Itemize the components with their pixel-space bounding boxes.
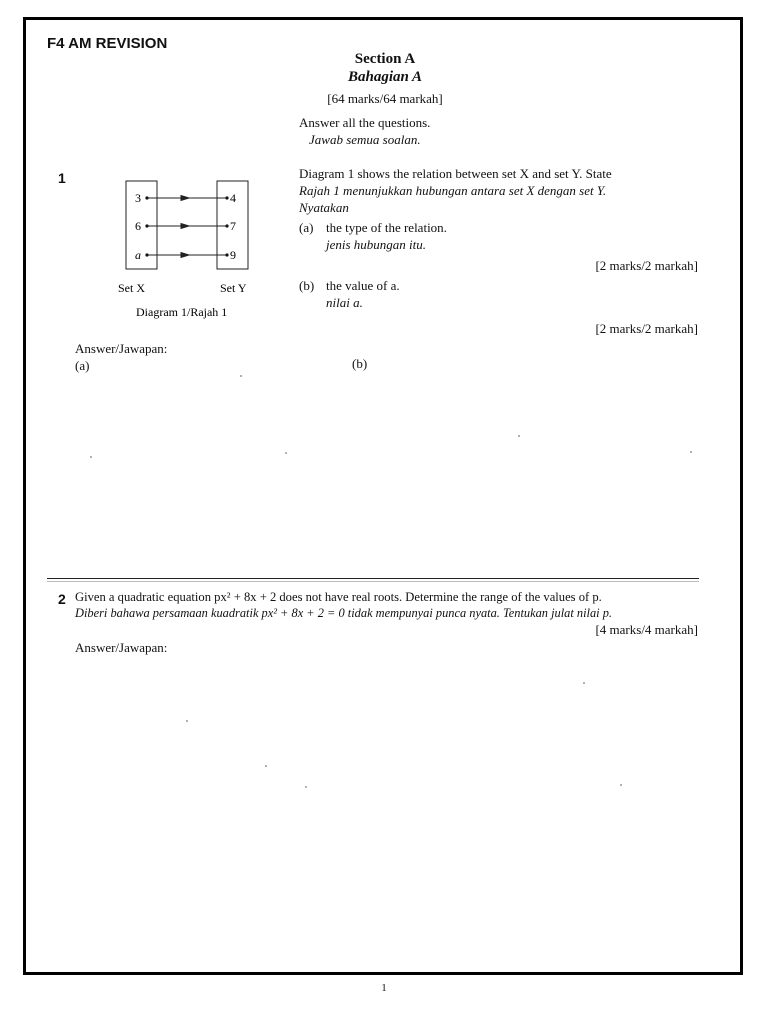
arrowhead-1 [181, 196, 189, 201]
set-x-box [126, 181, 157, 269]
scan-speck [620, 784, 622, 786]
question-1-stem-malay-2: Nyatakan [299, 200, 349, 215]
scan-speck [265, 765, 267, 767]
question-divider-shadow [47, 581, 699, 582]
question-1b-label: (b) [299, 278, 315, 293]
answer-1a-label: (a) [75, 358, 90, 373]
worksheet-header: F4 AM REVISION [47, 35, 168, 52]
set-y-label: Set Y [220, 281, 247, 295]
diagram-caption: Diagram 1/Rajah 1 [136, 305, 228, 319]
scan-speck [518, 435, 520, 437]
scan-speck [305, 786, 307, 788]
section-instruction-malay: Jawab semua soalan. [309, 132, 421, 147]
question-2-stem: Given a quadratic equation px² + 8x + 2 does not have real roots. Determine the range of the values of p. [75, 590, 602, 604]
question-divider [47, 578, 699, 579]
question-1-number: 1 [58, 170, 66, 186]
question-1b-text: the value of a. [326, 278, 400, 293]
question-1-stem-malay: Rajah 1 menunjukkan hubungan antara set X dengan set Y. [299, 183, 607, 198]
question-2-marks: [4 marks/4 markah] [595, 622, 698, 637]
set-x-label: Set X [118, 281, 145, 295]
question-1a-marks: [2 marks/2 markah] [595, 258, 698, 273]
question-2-stem-malay: Diberi bahawa persamaan kuadratik px² + 8x + 2 = 0 tidak mempunyai punca nyata. Tentukan julat nilai p. [75, 606, 612, 620]
question-1b-marks: [2 marks/2 markah] [595, 321, 698, 336]
page-number: 1 [381, 982, 387, 994]
scan-speck [690, 451, 692, 453]
scan-speck [186, 720, 188, 722]
question-1b-text-malay: nilai a. [326, 295, 363, 310]
section-instruction: Answer all the questions. [299, 115, 431, 130]
section-title: Section A [354, 51, 416, 67]
scan-speck [285, 452, 287, 454]
question-1a-text: the type of the relation. [326, 220, 447, 235]
page-border [23, 17, 743, 975]
set-x-element-2: 6 [135, 219, 141, 233]
answer-1b-label: (b) [352, 356, 368, 371]
set-x-element-1: 3 [135, 191, 141, 205]
question-1-stem: Diagram 1 shows the relation between set X and set Y. State [299, 166, 612, 181]
question-2-number: 2 [58, 591, 66, 607]
section-title-malay: Bahagian A [347, 69, 423, 85]
set-y-element-3: 9 [230, 248, 236, 262]
diagram-1-relation [105, 176, 265, 321]
question-1a-text-malay: jenis hubungan itu. [326, 237, 427, 252]
question-1a-label: (a) [299, 220, 314, 235]
arrowhead-3 [181, 253, 189, 258]
scan-speck [90, 456, 92, 458]
set-y-element-1: 4 [230, 191, 236, 205]
section-marks: [64 marks/64 markah] [327, 91, 443, 106]
question-2-answer-label: Answer/Jawapan: [75, 640, 168, 655]
scan-speck [240, 375, 242, 377]
scan-speck [583, 682, 585, 684]
question-1-answer-label: Answer/Jawapan: [75, 341, 168, 356]
set-y-element-2: 7 [230, 219, 236, 233]
set-x-element-3: a [135, 248, 141, 262]
arrowhead-2 [181, 224, 189, 229]
